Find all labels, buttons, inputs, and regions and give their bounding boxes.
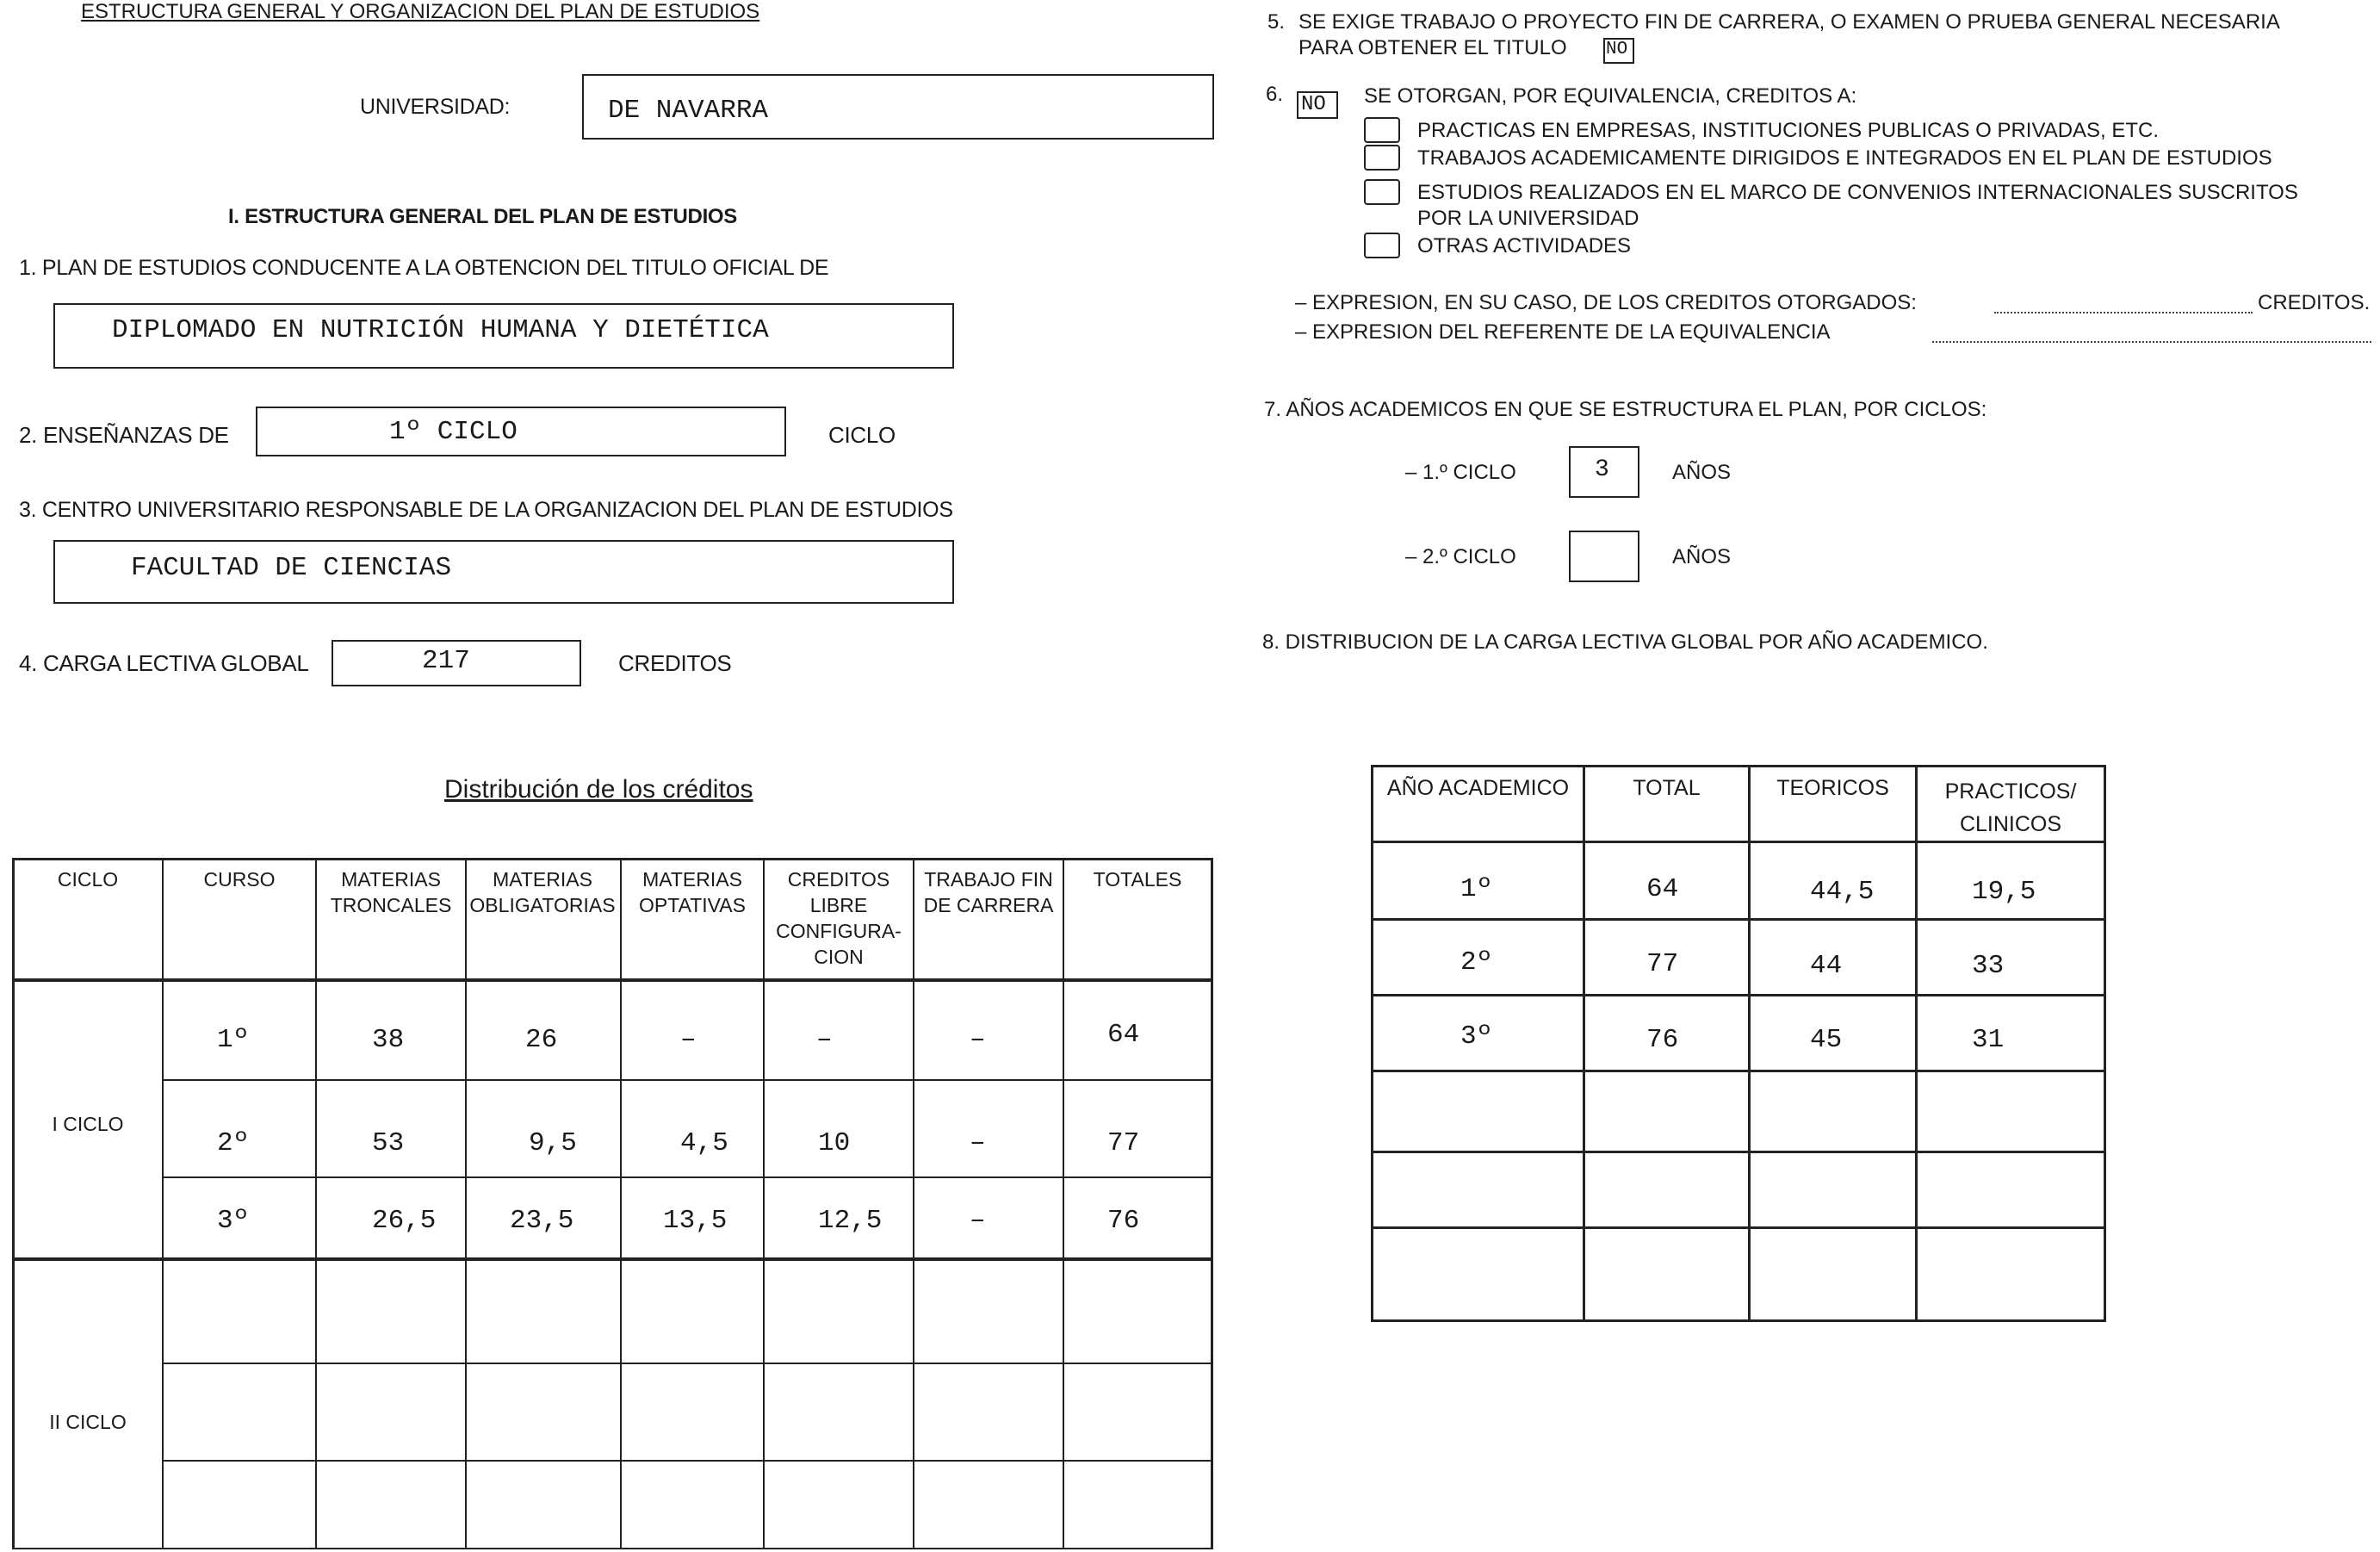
table-cell: 76 xyxy=(1646,1025,1679,1055)
table-cell: 31 xyxy=(1972,1025,2005,1055)
option-practicas-checkbox[interactable] xyxy=(1364,117,1400,143)
dist-header-libre: CREDITOS LIBRE CONFIGURA- CION xyxy=(776,868,902,968)
table-cell: 33 xyxy=(1972,951,2005,981)
table-cell: 26 xyxy=(525,1025,558,1055)
table-cell: 9,5 xyxy=(529,1128,577,1158)
section-title: I. ESTRUCTURA GENERAL DEL PLAN DE ESTUDIOS xyxy=(228,205,738,228)
item4-label: 4. CARGA LECTIVA GLOBAL xyxy=(19,650,309,676)
item5-line2: PARA OBTENER EL TITULO xyxy=(1298,36,1567,59)
expr1-dotted-line xyxy=(1994,312,2253,314)
table-cell: 4,5 xyxy=(680,1128,728,1158)
expr2-dotted-line xyxy=(1932,341,2371,343)
option-otras-label: OTRAS ACTIVIDADES xyxy=(1417,234,1632,258)
table-cell: 64 xyxy=(1646,874,1679,904)
table-cell: 19,5 xyxy=(1972,877,2036,907)
table-cell: 44,5 xyxy=(1810,877,1875,907)
titulo-value: DIPLOMADO EN NUTRICIÓN HUMANA Y DIETÉTICA xyxy=(112,315,769,345)
table-cell: 1º xyxy=(217,1025,250,1055)
item1-label: 1. PLAN DE ESTUDIOS CONDUCENTE A LA OBTENCION DEL TITULO OFICIAL DE xyxy=(19,256,829,280)
table-cell: – xyxy=(816,1025,833,1055)
item5-line1: SE EXIGE TRABAJO O PROYECTO FIN DE CARRERA, O EXAMEN O PRUEBA GENERAL NECESARIA xyxy=(1298,10,2280,34)
ciclo1-unit: AÑOS xyxy=(1672,461,1732,484)
dist-ciclo2-label: II CICLO xyxy=(49,1411,127,1433)
item2-label: 2. ENSEÑANZAS DE xyxy=(19,422,229,448)
option-trabajos-label: TRABAJOS ACADEMICAMENTE DIRIGIDOS E INTEGRADOS EN EL PLAN DE ESTUDIOS xyxy=(1417,146,2272,170)
page-title: ESTRUCTURA GENERAL Y ORGANIZACION DEL PLAN DE ESTUDIOS xyxy=(81,0,760,23)
table-cell: 3º xyxy=(217,1206,250,1236)
ciclo1-years-value: 3 xyxy=(1595,456,1609,483)
year-header-ano: AÑO ACADEMICO xyxy=(1386,776,1570,800)
expr1-suffix: CREDITOS. xyxy=(2258,291,2371,314)
ciclo1-label: – 1.º CICLO xyxy=(1405,461,1516,484)
item5-answer: NO xyxy=(1606,40,1628,59)
table-cell: 1º xyxy=(1460,874,1493,904)
option-estudios-label: ESTUDIOS REALIZADOS EN EL MARCO DE CONVENIOS INTERNACIONALES SUSCRITOS xyxy=(1417,181,2298,204)
dist-header-troncales: MATERIAS TRONCALES xyxy=(330,868,452,916)
table-cell: – xyxy=(970,1206,986,1236)
table-cell: 44 xyxy=(1810,951,1843,981)
dist-ciclo1-label: I CICLO xyxy=(52,1113,124,1135)
item4-suffix: CREDITOS xyxy=(618,650,732,676)
table-cell: 45 xyxy=(1810,1025,1843,1055)
ciclo2-unit: AÑOS xyxy=(1672,545,1732,568)
item6-num: 6. xyxy=(1266,83,1284,106)
year-header-practicos: PRACTICOS/ CLINICOS xyxy=(1944,779,2077,836)
year-header-teoricos: TEORICOS xyxy=(1776,776,1889,800)
ciclo2-label: – 2.º CICLO xyxy=(1405,545,1516,568)
table-cell: 64 xyxy=(1107,1020,1140,1050)
carga-value: 217 xyxy=(422,646,470,676)
table-cell: 77 xyxy=(1107,1128,1140,1158)
expr1-label: – EXPRESION, EN SU CASO, DE LOS CREDITOS OTORGADOS: xyxy=(1295,291,1917,314)
item3-label: 3. CENTRO UNIVERSITARIO RESPONSABLE DE LA ORGANIZACION DEL PLAN DE ESTUDIOS xyxy=(19,498,953,522)
table-cell: 76 xyxy=(1107,1206,1140,1236)
table-cell: 53 xyxy=(372,1128,405,1158)
item8-label: 8. DISTRIBUCION DE LA CARGA LECTIVA GLOBAL POR AÑO ACADEMICO. xyxy=(1262,630,1988,654)
dist-header-obligatorias: MATERIAS OBLIGATORIAS xyxy=(469,868,616,916)
option-estudios-checkbox[interactable] xyxy=(1364,179,1400,205)
table-cell: 12,5 xyxy=(818,1206,883,1236)
table-cell: 2º xyxy=(1460,947,1493,978)
universidad-value: DE NAVARRA xyxy=(608,96,769,126)
dist-header-ciclo: CICLO xyxy=(57,868,119,891)
table-cell: 3º xyxy=(1460,1021,1493,1052)
year-header-total: TOTAL xyxy=(1633,776,1701,800)
option-practicas-label: PRACTICAS EN EMPRESAS, INSTITUCIONES PUBLICAS O PRIVADAS, ETC. xyxy=(1417,119,2160,142)
dist-header-optativas: MATERIAS OPTATIVAS xyxy=(639,868,746,916)
table-cell: 77 xyxy=(1646,949,1679,979)
ensenanzas-value: 1º CICLO xyxy=(389,417,518,447)
expr2-label: – EXPRESION DEL REFERENTE DE LA EQUIVALENCIA xyxy=(1295,320,1831,344)
item6-answer: NO xyxy=(1301,93,1326,116)
table-cell: 26,5 xyxy=(372,1206,437,1236)
table-cell: 13,5 xyxy=(663,1206,728,1236)
ensenanzas-field xyxy=(256,407,786,456)
table-cell: 38 xyxy=(372,1025,405,1055)
universidad-label: UNIVERSIDAD: xyxy=(360,95,511,119)
option-trabajos-checkbox[interactable] xyxy=(1364,145,1400,171)
table-cell: 2º xyxy=(217,1128,250,1158)
table-cell: – xyxy=(680,1025,697,1055)
table-cell: 10 xyxy=(818,1128,851,1158)
table-cell: – xyxy=(970,1025,986,1055)
item5-num: 5. xyxy=(1267,10,1286,34)
dist-header-trabajo: TRABAJO FIN DE CARRERA xyxy=(923,868,1054,916)
option-estudios-cont: POR LA UNIVERSIDAD xyxy=(1417,207,1639,230)
item2-suffix: CICLO xyxy=(828,422,896,448)
ciclo2-years-box xyxy=(1569,531,1639,582)
option-otras-checkbox[interactable] xyxy=(1364,233,1400,258)
centro-value: FACULTAD DE CIENCIAS xyxy=(131,553,452,583)
dist-header-curso: CURSO xyxy=(203,868,276,891)
item6-intro: SE OTORGAN, POR EQUIVALENCIA, CREDITOS A: xyxy=(1364,84,1857,108)
table-cell: – xyxy=(970,1128,986,1158)
dist-header-totales: TOTALES xyxy=(1093,868,1182,891)
dist-title: Distribución de los créditos xyxy=(444,775,753,804)
table-cell: 23,5 xyxy=(510,1206,574,1236)
item7-label: 7. AÑOS ACADEMICOS EN QUE SE ESTRUCTURA EL PLAN, POR CICLOS: xyxy=(1264,398,1987,421)
